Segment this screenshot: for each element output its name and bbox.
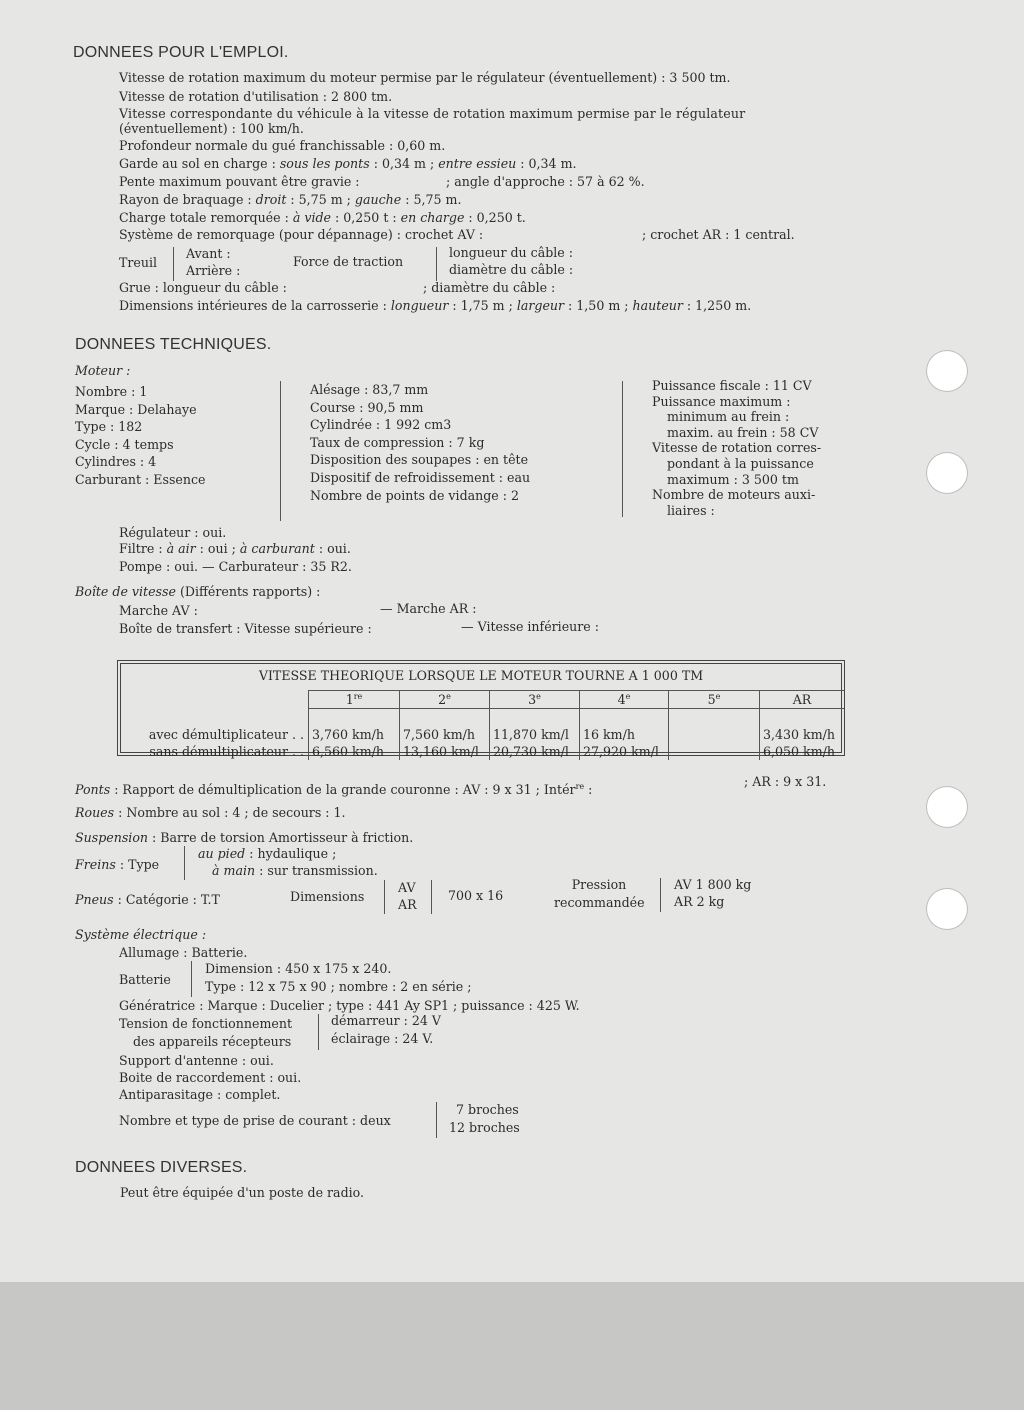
- text-line: Génératrice : Marque : Ducelier ; type : 441 Ay SP1 ; puissance : 425 W.: [119, 998, 580, 1013]
- text-line: [212, 863, 378, 879]
- text-line: Peut être équipée d'un poste de radio.: [120, 1185, 365, 1200]
- text-line: éclairage : 24 V.: [331, 1031, 434, 1046]
- brace-line: [660, 878, 661, 912]
- table-cell: [127, 691, 309, 709]
- text-segment: Pneus: [75, 892, 114, 907]
- brace-line: [384, 880, 385, 914]
- speed-table: [127, 690, 844, 760]
- text-segment: : oui ;: [195, 541, 240, 556]
- moteur-field: Vitesse de rotation corres-: [652, 440, 822, 456]
- text-segment: : 5,75 m.: [401, 192, 462, 207]
- treuil-diametre: diamètre du câble :: [449, 262, 574, 277]
- brace-line: [184, 846, 185, 880]
- table-header-row: [127, 691, 844, 709]
- table-cell: 6,560 km/h: [309, 743, 400, 760]
- text-line: [75, 830, 413, 846]
- text-segment: e: [625, 691, 631, 701]
- text-line: [75, 805, 346, 821]
- text-segment: Roues: [75, 805, 115, 820]
- text-segment: : 1,250 m.: [682, 298, 752, 313]
- text-segment: : Nombre au sol : 4 ; de secours : 1.: [114, 805, 346, 820]
- text-line: 12 broches: [449, 1120, 520, 1135]
- moteur-field: Marque : Delahaye: [75, 401, 197, 417]
- text-segment: : Catégorie : T.T: [113, 892, 220, 907]
- text-segment: Rayon de braquage :: [119, 192, 256, 207]
- text-segment: 3: [528, 692, 537, 708]
- moteur-field: Taux de compression : 7 kg: [310, 434, 485, 450]
- table-header-cell: [309, 691, 400, 709]
- table-cell: 11,870 km/l: [490, 726, 580, 743]
- moteur-field: Cylindres : 4: [75, 454, 157, 470]
- row-label: avec démultiplicateur . .: [148, 727, 304, 742]
- text-line: Système de remorquage (pour dépannage) : crochet AV :: [119, 227, 484, 242]
- table-cell: [127, 709, 309, 727]
- scan-background: [0, 1282, 1024, 1410]
- table-cell: [669, 743, 760, 760]
- text-segment: à air: [166, 541, 196, 556]
- text-line: Vitesse de rotation maximum du moteur permise par le régulateur (éventuellement) : 3 500 tm.: [119, 70, 731, 85]
- text-line: Support d'antenne : oui.: [119, 1053, 274, 1068]
- text-segment: sous les ponts: [279, 156, 370, 171]
- text-line: [119, 156, 577, 172]
- treuil-longueur: longueur du câble :: [449, 245, 574, 260]
- text-segment: largeur: [516, 298, 565, 313]
- text-line: [75, 892, 220, 908]
- text-line: Pompe : oui. — Carburateur : 35 R2.: [119, 559, 352, 574]
- text-segment: re: [575, 782, 585, 791]
- brace-line: [173, 247, 174, 281]
- treuil-arriere: Arrière :: [186, 263, 241, 278]
- text-segment: en charge: [400, 210, 465, 225]
- text-segment: :: [584, 782, 593, 798]
- text-line: [75, 779, 592, 798]
- text-segment: à main: [212, 863, 256, 878]
- moteur-field: minimum au frein :: [667, 409, 790, 425]
- table-cell: 13,160 km/l: [400, 743, 490, 760]
- table-cell: [669, 709, 760, 727]
- brace-line: [318, 1014, 319, 1050]
- pneus-av: AV: [398, 880, 416, 895]
- subheading-moteur: Moteur :: [75, 363, 131, 378]
- table-row: [127, 743, 844, 760]
- text-segment: : Rapport de démultiplication de la grande couronne : AV : 9 x 31 ; Intér: [110, 782, 576, 798]
- text-line: 7 broches: [456, 1102, 519, 1117]
- text-segment: : Type: [115, 857, 160, 872]
- text-segment: Freins: [75, 857, 116, 872]
- text-line: Tension de fonctionnement: [119, 1016, 293, 1031]
- table-cell: [669, 726, 760, 743]
- text-line: — Vitesse inférieure :: [461, 619, 599, 634]
- moteur-column-2: [310, 381, 530, 504]
- text-segment: : 5,75 m ;: [286, 192, 355, 207]
- table-header-cell: AR: [760, 691, 845, 709]
- moteur-field: Carburant : Essence: [75, 471, 206, 487]
- text-segment: e: [536, 691, 541, 701]
- text-line: Type : 12 x 75 x 90 ; nombre : 2 en série ;: [205, 979, 472, 994]
- pneus-pression: Pression: [571, 877, 627, 892]
- pneus-pression-av: AV 1 800 kg: [674, 877, 752, 892]
- pneus-dimensions: Dimensions: [290, 889, 365, 904]
- binder-hole-3: [926, 786, 968, 828]
- table-cell: 3,760 km/h: [309, 726, 400, 743]
- brace-line: [191, 961, 192, 997]
- binder-hole-1: [926, 350, 968, 392]
- text-segment: : Barre de torsion Amortisseur à friction.: [148, 830, 414, 845]
- speed-table-title: VITESSE THEORIQUE LORSQUE LE MOTEUR TOURNE A 1 000 TM: [258, 668, 704, 683]
- text-segment: : sur transmission.: [255, 863, 378, 878]
- text-segment: Filtre :: [119, 541, 167, 556]
- table-cell: 3,430 km/h: [760, 726, 845, 743]
- brace-line: [436, 1102, 437, 1138]
- table-header-cell: [669, 691, 760, 709]
- table-header-cell: [580, 691, 669, 709]
- row-label: sans démultiplicateur . .: [149, 744, 304, 759]
- table-header-cell: [400, 691, 490, 709]
- table-header-cell: [490, 691, 580, 709]
- moteur-field: Cylindrée : 1 992 cm3: [310, 417, 452, 433]
- text-segment: : 0,250 t :: [331, 210, 401, 225]
- moteur-field: Puissance fiscale : 11 CV: [652, 378, 812, 393]
- table-row: [127, 726, 844, 743]
- text-line: Grue : longueur du câble :: [119, 280, 287, 295]
- text-line: Vitesse de rotation d'utilisation : 2 800 tm.: [119, 89, 393, 104]
- text-line: Batterie: [119, 972, 171, 987]
- moteur-field: maxim. au frein : 58 CV: [667, 424, 819, 440]
- text-line: ; crochet AR : 1 central.: [642, 227, 795, 242]
- text-line: [198, 846, 336, 862]
- text-segment: : 1,50 m ;: [564, 298, 633, 313]
- text-line: ; diamètre du câble :: [423, 280, 556, 295]
- pneus-size: 700 x 16: [448, 888, 504, 903]
- text-segment: à carburant: [239, 541, 315, 556]
- text-line: démarreur : 24 V: [331, 1013, 441, 1028]
- text-segment: 2: [438, 692, 447, 708]
- text-segment: : oui.: [314, 541, 351, 556]
- text-segment: Garde au sol en charge :: [119, 156, 280, 171]
- text-line: des appareils récepteurs: [133, 1034, 292, 1049]
- text-segment: hauteur: [632, 298, 683, 313]
- moteur-column-1: [75, 383, 205, 489]
- table-cell: 20,730 km/l: [490, 743, 580, 760]
- table-cell: 27,920 km/l: [580, 743, 669, 760]
- table-cell: [580, 709, 669, 727]
- section-title-diverses: DONNEES DIVERSES.: [75, 1159, 248, 1176]
- text-line: ; angle d'approche : 57 à 62 %.: [446, 174, 645, 189]
- text-segment: Dimensions intérieures de la carrosserie :: [119, 298, 391, 313]
- text-line: Boîte de transfert : Vitesse supérieure :: [119, 621, 372, 636]
- text-line: — Marche AR :: [380, 601, 477, 616]
- moteur-field: Dispositif de refroidissement : eau: [310, 469, 531, 485]
- text-segment: à vide: [292, 210, 332, 225]
- text-segment: Suspension: [75, 830, 149, 845]
- text-line: [75, 857, 159, 873]
- text-line: Pente maximum pouvant être gravie :: [119, 174, 360, 189]
- text-segment: Charge totale remorquée :: [119, 210, 293, 225]
- text-segment: 5: [707, 692, 716, 708]
- table-cell: 16 km/h: [580, 726, 669, 743]
- brace-line: [431, 880, 432, 914]
- column-divider: [622, 381, 623, 517]
- text-segment: Boîte de vitesse: [75, 584, 176, 599]
- moteur-field: Disposition des soupapes : en tête: [310, 452, 529, 468]
- text-line: Profondeur normale du gué franchissable : 0,60 m.: [119, 138, 446, 153]
- text-line: [119, 541, 351, 557]
- moteur-column-3: [652, 378, 821, 518]
- binder-hole-4: [926, 888, 968, 930]
- moteur-field: Nombre : 1: [75, 384, 148, 399]
- text-line: Nombre et type de prise de courant : deux: [119, 1113, 391, 1128]
- text-line: Allumage : Batterie.: [119, 945, 248, 960]
- text-line: Boite de raccordement : oui.: [119, 1070, 302, 1085]
- text-line: ; AR : 9 x 31.: [744, 774, 827, 789]
- text-segment: re: [353, 691, 363, 701]
- column-divider: [280, 381, 281, 521]
- table-cell: [490, 709, 580, 727]
- table-cell: [400, 709, 490, 727]
- text-line: Régulateur : oui.: [119, 525, 227, 540]
- table-cell: [760, 709, 845, 727]
- table-cell: [309, 709, 400, 727]
- text-line: [119, 210, 526, 226]
- text-segment: : 1,75 m ;: [448, 298, 517, 313]
- moteur-field: Nombre de moteurs auxi-: [652, 487, 816, 503]
- brace-line: [436, 247, 437, 281]
- text-line: (éventuellement) : 100 km/h.: [119, 121, 304, 136]
- text-segment: (Différents rapports) :: [175, 584, 321, 599]
- text-segment: 1: [345, 692, 354, 708]
- treuil-avant: Avant :: [186, 246, 231, 261]
- pneus-pression-ar: AR 2 kg: [674, 894, 725, 909]
- moteur-field: Cycle : 4 temps: [75, 436, 174, 452]
- text-line: [119, 192, 461, 208]
- text-segment: longueur: [390, 298, 449, 313]
- text-segment: droit: [255, 192, 287, 207]
- text-segment: : 0,250 t.: [464, 210, 526, 225]
- table-cell: 7,560 km/h: [400, 726, 490, 743]
- section-title-emploi: DONNEES POUR L'EMPLOI.: [73, 44, 289, 61]
- text-segment: 4: [617, 692, 626, 708]
- moteur-field: Puissance maximum :: [652, 393, 791, 409]
- moteur-field: Course : 90,5 mm: [310, 399, 424, 415]
- text-segment: : 0,34 m.: [516, 156, 577, 171]
- pneus-ar: AR: [398, 897, 417, 912]
- text-line: [75, 584, 320, 600]
- pneus-recommandee: recommandée: [554, 895, 645, 910]
- text-segment: entre essieu: [438, 156, 517, 171]
- text-segment: au pied: [198, 846, 246, 861]
- treuil-force: Force de traction: [293, 254, 404, 269]
- text-segment: e: [446, 691, 451, 701]
- text-segment: Ponts: [75, 782, 111, 798]
- moteur-field: pondant à la puissance: [667, 455, 814, 471]
- subheading-electrique: Système électrique :: [75, 927, 207, 942]
- text-line: Vitesse correspondante du véhicule à la vitesse de rotation maximum permise par le régulateur: [119, 106, 746, 121]
- table-cell: 6,050 km/h: [760, 743, 845, 760]
- text-segment: gauche: [354, 192, 402, 207]
- text-segment: : hydaulique ;: [245, 846, 337, 861]
- moteur-field: maximum : 3 500 tm: [667, 471, 799, 487]
- text-line: Marche AV :: [119, 603, 198, 618]
- section-title-techniques: DONNEES TECHNIQUES.: [75, 336, 272, 353]
- moteur-field: Type : 182: [75, 419, 143, 435]
- text-line: [119, 298, 751, 314]
- moteur-field: Alésage : 83,7 mm: [310, 382, 429, 397]
- binder-hole-2: [926, 452, 968, 494]
- text-line: Dimension : 450 x 175 x 240.: [205, 961, 392, 976]
- treuil-label: Treuil: [119, 255, 158, 270]
- moteur-field: liaires :: [667, 502, 715, 518]
- text-segment: e: [715, 691, 721, 701]
- text-segment: : 0,34 m ;: [369, 156, 439, 171]
- text-line: Antiparasitage : complet.: [119, 1087, 281, 1102]
- moteur-field: Nombre de points de vidange : 2: [310, 487, 520, 503]
